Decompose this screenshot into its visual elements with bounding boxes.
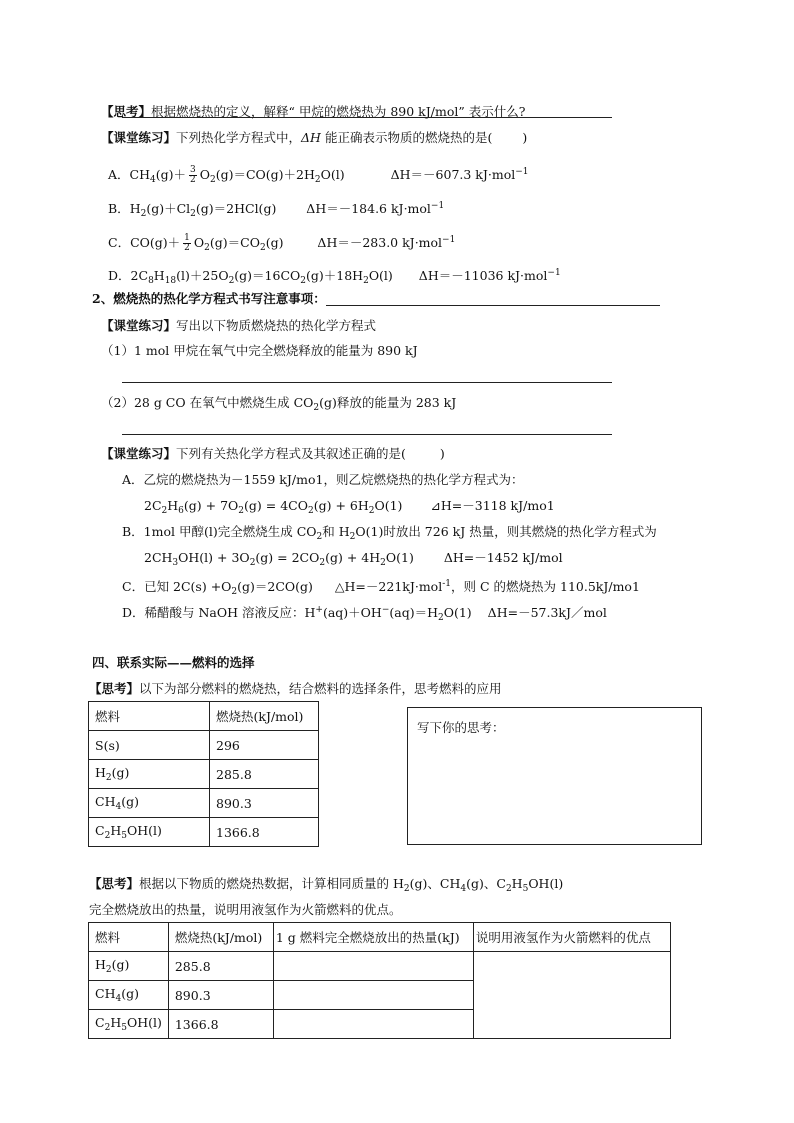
practice3-d-d: O(1) <box>443 605 472 620</box>
fuel-cell: S(s) <box>89 731 210 760</box>
answer-cell[interactable] <box>273 1010 473 1039</box>
think3-text-b: (g)、CH <box>409 876 461 891</box>
practice3-a1: A．乙烷的燃烧热为－1559 kJ/mo1，则乙烷燃烧热的热化学方程式为： <box>122 472 524 487</box>
practice1-tag: 【课堂练习】 <box>101 130 177 145</box>
option-d-dh: ΔH＝－11036 kJ·mol <box>418 268 548 283</box>
value-cell: 890.3 <box>210 789 319 818</box>
think1-tag: 【思考】 <box>101 104 152 119</box>
table-header: 燃料 <box>89 923 169 952</box>
practice1-dh: ΔH <box>301 130 321 145</box>
option-c[interactable]: C．CO(g)＋ $\frac{1}{2}$ $O_2(g)=CO_2(g)$ ΔH＝－283.0 kJ·mol$^{-1}$ <box>108 233 456 253</box>
value-cell: 1366.8 <box>210 818 319 847</box>
option-b-dh: ΔH＝－184.6 kJ·mol <box>306 201 431 216</box>
think3-stem: 【思考】根据以下物质的燃烧热数据，计算相同质量的 $H_2(g)$、$CH_4(g)$、$C_2H_5OH(l)$ <box>89 876 564 894</box>
option-d-exp: −1 <box>547 268 561 278</box>
section2-title-text: 2、燃烧热的热化学方程式书写注意事项： <box>92 291 326 306</box>
fuel-table-1 <box>88 701 319 847</box>
value-cell: 296 <box>210 731 319 760</box>
practice3-a2: $2C_2H_6(g) + 7O_2(g) = 4CO_2(g) + 6H_2O(1)$ ⊿H=－3118 kJ/mo1 <box>144 498 555 516</box>
think2-tag: 【思考】 <box>89 681 140 696</box>
option-a-dh: ΔH＝－607.3 kJ·mol <box>390 167 516 182</box>
think3-line2: 完全燃烧放出的热量，说明用液氢作为火箭燃料的优点。 <box>89 902 402 917</box>
table-header: 燃烧热(kJ/mol) <box>210 702 319 731</box>
practice3-d: D．稀醋酸与 NaOH 溶液反应：$H^+(aq)+OH^-(aq)=H_2O(1)$ ΔH=－57.3kJ／mol <box>122 605 607 623</box>
option-c-label: C． <box>108 235 131 250</box>
thought-box[interactable] <box>407 707 702 845</box>
practice3-d-a: D．稀醋酸与 NaOH 溶液反应：H <box>122 605 316 620</box>
practice3-b2: $2CH_3OH(l) + 3O_2(g) = 2CO_2(g) + 4H_2O(1)$ ΔH=－1452 kJ/mol <box>144 550 563 568</box>
option-b-label: B． <box>108 201 130 216</box>
fuel-cell: $CH_4(g)$ <box>89 981 169 1010</box>
practice1-stem <box>101 130 527 146</box>
practice3-c: C．已知 $2C(s) +O_2(g)=2CO(g)$ △H=－221kJ·mol$^{-1}$，则 C 的燃烧热为 110.5kJ/mo1 <box>122 579 640 597</box>
think3-text-d: H <box>511 876 523 891</box>
practice2-item2: （2）28 g CO 在氧气中燃烧生成 $CO_2(g)$释放的能量为 283 kJ <box>101 395 457 413</box>
practice3-c-dh: △H=－221kJ·mol <box>334 579 443 594</box>
advantage-cell[interactable] <box>473 952 670 1039</box>
fuel-cell: $CH_4(g)$ <box>89 789 210 818</box>
table-row <box>89 789 319 818</box>
think3-tag: 【思考】 <box>89 876 140 891</box>
practice3-b1-a: B．1mol 甲醇(l)完全燃烧生成 CO <box>122 524 317 539</box>
fuel-cell: $H_2(g)$ <box>89 760 210 789</box>
think1-text: 根据燃烧热的定义，解释“ 甲烷的燃烧热为 890 kJ/mol” 表示什么? <box>151 104 526 119</box>
option-c-dh: ΔH＝－283.0 kJ·mol <box>317 235 443 250</box>
fraction-3-2: $\frac{3}{2}$ <box>190 165 196 185</box>
think2-text: 以下为部分燃料的燃烧热，结合燃料的选择条件，思考燃料的应用 <box>139 681 502 696</box>
answer-cell[interactable] <box>273 981 473 1010</box>
table-row <box>89 760 319 789</box>
practice2-item2-a: （2）28 g CO 在氧气中燃烧生成 CO <box>101 395 314 410</box>
practice2-item2-b: (g)释放的能量为 283 kJ <box>319 395 457 410</box>
table-header: 燃料 <box>89 702 210 731</box>
answer-blank-1[interactable] <box>122 117 612 118</box>
think3-text-c: (g)、C <box>466 876 506 891</box>
value-cell: 285.8 <box>168 952 273 981</box>
practice3-text-end: ) <box>439 446 445 461</box>
think3-text-e: OH(l) <box>528 876 564 891</box>
fuel-cell: $H_2(g)$ <box>89 952 169 981</box>
practice2-tag: 【课堂练习】 <box>101 318 177 333</box>
fraction-1-2: $\frac{1}{2}$ <box>184 233 190 253</box>
option-b[interactable]: B．$H_2(g)+Cl_2(g)=2HCl(g)$ ΔH＝－184.6 kJ·mol$^{-1}$ <box>108 201 445 219</box>
option-a-label: A． <box>108 167 130 182</box>
practice3-d-dh: ΔH=－57.3kJ／mol <box>487 605 607 620</box>
practice3-text: 下列有关热化学方程式及其叙述正确的是( <box>176 446 406 461</box>
option-d-label: D． <box>108 268 131 283</box>
answer-cell[interactable] <box>273 952 473 981</box>
option-a-exp: −1 <box>515 167 529 177</box>
fuel-cell: $C_2H_5OH(l)$ <box>89 818 210 847</box>
answer-blank-3[interactable] <box>122 434 612 435</box>
answer-blank-2[interactable] <box>122 382 612 383</box>
section2-title <box>92 291 660 307</box>
practice3-b1: B．1mol 甲醇(l)完全燃烧生成 $CO_2$和 $H_2O(1)$时放出 726 kJ 热量，则其燃烧的热化学方程式为 <box>122 524 657 542</box>
value-cell: 1366.8 <box>168 1010 273 1039</box>
fuel-cell: $C_2H_5OH(l)$ <box>89 1010 169 1039</box>
section4-title: 四、联系实际——燃料的选择 <box>92 655 255 670</box>
practice1-text-b: 能正确表示物质的燃烧热的是( <box>320 130 493 145</box>
table-row <box>89 818 319 847</box>
fuel-table-2 <box>88 922 671 1039</box>
table-header-row <box>89 923 671 952</box>
think2-stem <box>89 681 502 697</box>
practice3-stem <box>101 446 445 462</box>
practice3-c-b: (g)＝2CO(g) <box>237 579 313 594</box>
table-header-row <box>89 702 319 731</box>
table-header: 燃烧热(kJ/mol) <box>168 923 273 952</box>
practice3-tag: 【课堂练习】 <box>101 446 177 461</box>
table-row <box>89 731 319 760</box>
option-b-exp: −1 <box>430 201 445 211</box>
practice3-c-exp: -1 <box>442 579 451 589</box>
practice3-c-a: C．已知 2C(s) +O <box>122 579 232 594</box>
practice1-text-a: 下列热化学方程式中， <box>176 130 302 145</box>
practice3-b1-b: 和 H <box>322 524 350 539</box>
option-a[interactable]: A．$CH_4(g)+$ $\frac{3}{2}$ $O_2(g)=CO(g)+2H_2O(l)$ ΔH＝－607.3 kJ·mol$^{-1}$ <box>108 165 529 185</box>
practice3-b1-c: O(1)时放出 726 kJ 热量，则其燃烧的热化学方程式为 <box>355 524 657 539</box>
practice2-stem <box>101 318 376 334</box>
practice3-d-c: (aq)＝H <box>389 605 438 620</box>
practice2-item1: （1）1 mol 甲烷在氧气中完全燃烧释放的能量为 890 kJ <box>101 343 418 358</box>
section2-blank[interactable] <box>326 291 660 306</box>
option-d[interactable]: D．$2C_8H_{18}(l)+25O_2(g)=16CO_2(g)+18H_2O(l)$ ΔH＝－11036 kJ·mol$^{-1}$ <box>108 268 561 286</box>
value-cell: 890.3 <box>168 981 273 1010</box>
think3-text-a: 根据以下物质的燃烧热数据，计算相同质量的 H <box>139 876 404 891</box>
practice3-c-c: ，则 C 的燃烧热为 110.5kJ/mo1 <box>451 579 640 594</box>
value-cell: 285.8 <box>210 760 319 789</box>
practice2-text: 写出以下物质燃烧热的热化学方程式 <box>176 318 377 333</box>
table-header: 说明用液氢作为火箭燃料的优点 <box>473 923 670 952</box>
table-row <box>89 952 671 981</box>
thought-box-label: 写下你的思考： <box>417 720 505 735</box>
practice3-d-b: (aq)＋OH <box>322 605 382 620</box>
practice1-text-c: ) <box>522 130 528 145</box>
option-c-exp: −1 <box>442 235 456 245</box>
table-header: 1 g 燃料完全燃烧放出的热量(kJ) <box>273 923 473 952</box>
practice3-b2-dh: ΔH=－1452 kJ/mol <box>443 550 563 565</box>
practice3-a2-dh: ⊿H=－3118 kJ/mo1 <box>430 498 555 513</box>
